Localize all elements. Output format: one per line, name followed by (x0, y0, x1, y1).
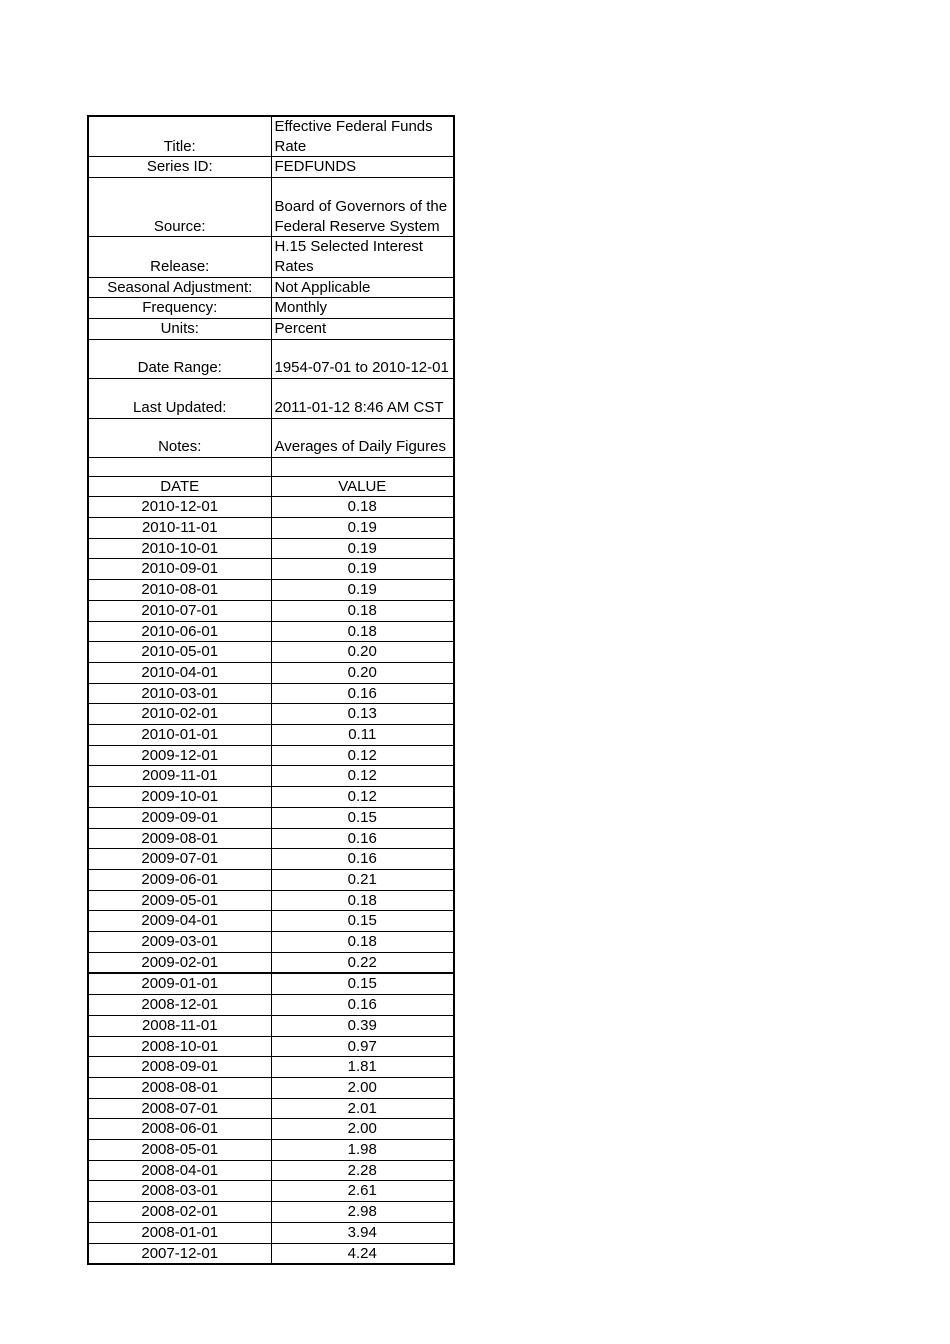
table-row (88, 995, 454, 1016)
table-row (88, 807, 454, 828)
table-row (88, 869, 454, 890)
table-row (88, 642, 454, 663)
date-cell[interactable]: 2009-06-01 (88, 869, 271, 890)
date-column-header[interactable]: DATE (88, 476, 271, 497)
date-cell[interactable]: 2010-10-01 (88, 538, 271, 559)
value-cell[interactable]: 0.15 (271, 911, 454, 932)
spreadsheet-body (88, 116, 454, 1264)
date-cell[interactable]: 2008-04-01 (88, 1160, 271, 1181)
table-row (88, 1098, 454, 1119)
table-row (88, 1057, 454, 1078)
meta-row-release (88, 237, 454, 277)
table-row (88, 787, 454, 808)
value-cell[interactable]: 0.16 (271, 683, 454, 704)
meta-label[interactable]: Release: (88, 237, 271, 277)
meta-value[interactable]: H.15 Selected Interest Rates (271, 237, 454, 277)
meta-label[interactable]: Date Range: (88, 339, 271, 378)
meta-value[interactable]: 1954-07-01 to 2010-12-01 (271, 339, 454, 378)
table-row (88, 580, 454, 601)
date-cell[interactable]: 2010-11-01 (88, 517, 271, 538)
value-cell[interactable]: 0.16 (271, 995, 454, 1016)
table-row (88, 683, 454, 704)
table-row (88, 1077, 454, 1098)
value-cell[interactable]: 0.19 (271, 517, 454, 538)
value-cell[interactable]: 1.81 (271, 1057, 454, 1078)
meta-label[interactable]: Last Updated: (88, 379, 271, 418)
meta-row-series-id (88, 157, 454, 178)
table-row (88, 890, 454, 911)
value-cell[interactable]: 0.11 (271, 725, 454, 746)
date-cell[interactable]: 2010-01-01 (88, 725, 271, 746)
date-cell[interactable]: 2010-09-01 (88, 559, 271, 580)
date-cell[interactable]: 2009-10-01 (88, 787, 271, 808)
table-row (88, 1015, 454, 1036)
date-cell[interactable]: 2010-12-01 (88, 497, 271, 518)
table-header-row (88, 476, 454, 497)
table-row (88, 1140, 454, 1161)
date-cell[interactable]: 2010-05-01 (88, 642, 271, 663)
meta-row-source (88, 178, 454, 237)
date-cell[interactable]: 2010-02-01 (88, 704, 271, 725)
meta-label[interactable]: Source: (88, 178, 271, 237)
table-row (88, 600, 454, 621)
value-cell[interactable]: 4.24 (271, 1243, 454, 1264)
meta-row-units (88, 319, 454, 340)
value-column-header[interactable]: VALUE (271, 476, 454, 497)
date-cell[interactable]: 2010-08-01 (88, 580, 271, 601)
value-cell[interactable]: 2.00 (271, 1077, 454, 1098)
meta-value[interactable]: Board of Governors of the Federal Reserve System (271, 178, 454, 237)
meta-row-title (88, 116, 454, 157)
meta-row-frequency (88, 298, 454, 319)
value-cell[interactable]: 0.19 (271, 559, 454, 580)
meta-value[interactable]: 2011-01-12 8:46 AM CST (271, 379, 454, 418)
table-row (88, 725, 454, 746)
value-cell[interactable]: 0.39 (271, 1015, 454, 1036)
date-cell[interactable]: 2009-08-01 (88, 828, 271, 849)
date-cell[interactable]: 2010-07-01 (88, 600, 271, 621)
date-cell[interactable]: 2008-06-01 (88, 1119, 271, 1140)
value-cell[interactable]: 0.18 (271, 932, 454, 953)
value-cell[interactable]: 0.18 (271, 890, 454, 911)
date-cell[interactable]: 2009-04-01 (88, 911, 271, 932)
value-cell[interactable]: 2.28 (271, 1160, 454, 1181)
date-cell[interactable]: 2008-02-01 (88, 1202, 271, 1223)
table-row (88, 1160, 454, 1181)
date-cell[interactable]: 2009-02-01 (88, 952, 271, 973)
value-cell[interactable]: 0.15 (271, 973, 454, 994)
table-row (88, 662, 454, 683)
value-cell[interactable]: 0.22 (271, 952, 454, 973)
date-cell[interactable]: 2008-07-01 (88, 1098, 271, 1119)
date-cell[interactable]: 2010-03-01 (88, 683, 271, 704)
value-cell[interactable]: 0.12 (271, 766, 454, 787)
meta-label[interactable]: Title: (88, 116, 271, 157)
table-row (88, 559, 454, 580)
meta-label[interactable]: Frequency: (88, 298, 271, 319)
date-cell[interactable]: 2009-11-01 (88, 766, 271, 787)
meta-label[interactable]: Units: (88, 319, 271, 340)
date-cell[interactable]: 2008-08-01 (88, 1077, 271, 1098)
meta-label[interactable]: Notes: (88, 418, 271, 457)
date-cell[interactable]: 2008-01-01 (88, 1222, 271, 1243)
value-cell[interactable]: 0.18 (271, 497, 454, 518)
meta-value[interactable]: Percent (271, 319, 454, 340)
value-cell[interactable]: 2.00 (271, 1119, 454, 1140)
meta-row-seasonal-adjustment (88, 277, 454, 298)
value-cell[interactable]: 3.94 (271, 1222, 454, 1243)
meta-value[interactable]: FEDFUNDS (271, 157, 454, 178)
value-cell[interactable]: 0.13 (271, 704, 454, 725)
value-cell[interactable]: 0.16 (271, 849, 454, 870)
meta-value[interactable]: Averages of Daily Figures (271, 418, 454, 457)
table-row (88, 973, 454, 994)
table-row (88, 745, 454, 766)
value-cell[interactable]: 0.15 (271, 807, 454, 828)
table-row (88, 497, 454, 518)
blank-cell[interactable] (88, 457, 271, 476)
date-cell[interactable]: 2009-03-01 (88, 932, 271, 953)
value-cell[interactable]: 2.01 (271, 1098, 454, 1119)
table-row (88, 1243, 454, 1264)
date-cell[interactable]: 2009-09-01 (88, 807, 271, 828)
value-cell[interactable]: 0.19 (271, 538, 454, 559)
value-cell[interactable]: 1.98 (271, 1140, 454, 1161)
meta-value[interactable]: Not Applicable (271, 277, 454, 298)
table-row (88, 704, 454, 725)
date-cell[interactable]: 2008-03-01 (88, 1181, 271, 1202)
date-cell[interactable]: 2008-09-01 (88, 1057, 271, 1078)
table-row (88, 952, 454, 973)
table-row (88, 1036, 454, 1057)
meta-value[interactable]: Monthly (271, 298, 454, 319)
table-row (88, 911, 454, 932)
blank-row (88, 457, 454, 476)
meta-row-date-range (88, 339, 454, 378)
date-cell[interactable]: 2010-04-01 (88, 662, 271, 683)
date-cell[interactable]: 2009-12-01 (88, 745, 271, 766)
blank-cell[interactable] (271, 457, 454, 476)
value-cell[interactable]: 0.97 (271, 1036, 454, 1057)
date-cell[interactable]: 2007-12-01 (88, 1243, 271, 1264)
table-row (88, 1202, 454, 1223)
table-row (88, 1181, 454, 1202)
date-cell[interactable]: 2008-12-01 (88, 995, 271, 1016)
date-cell[interactable]: 2010-06-01 (88, 621, 271, 642)
value-cell[interactable]: 0.19 (271, 580, 454, 601)
table-row (88, 621, 454, 642)
table-row (88, 932, 454, 953)
table-row (88, 1222, 454, 1243)
value-cell[interactable]: 0.16 (271, 828, 454, 849)
value-cell[interactable]: 0.18 (271, 600, 454, 621)
value-cell[interactable]: 2.98 (271, 1202, 454, 1223)
date-cell[interactable]: 2009-05-01 (88, 890, 271, 911)
table-row (88, 538, 454, 559)
value-cell[interactable]: 0.20 (271, 642, 454, 663)
meta-value[interactable]: Effective Federal Funds Rate (271, 116, 454, 157)
meta-label[interactable]: Series ID: (88, 157, 271, 178)
table-row (88, 766, 454, 787)
meta-row-last-updated (88, 379, 454, 418)
date-cell[interactable]: 2008-11-01 (88, 1015, 271, 1036)
value-cell[interactable]: 0.18 (271, 621, 454, 642)
table-row (88, 849, 454, 870)
date-cell[interactable]: 2009-01-01 (88, 973, 271, 994)
value-cell[interactable]: 0.12 (271, 745, 454, 766)
spreadsheet-table (87, 115, 455, 1265)
value-cell[interactable]: 0.21 (271, 869, 454, 890)
date-cell[interactable]: 2008-10-01 (88, 1036, 271, 1057)
table-row (88, 828, 454, 849)
table-row (88, 1119, 454, 1140)
value-cell[interactable]: 0.20 (271, 662, 454, 683)
meta-row-notes (88, 418, 454, 457)
value-cell[interactable]: 0.12 (271, 787, 454, 808)
meta-label[interactable]: Seasonal Adjustment: (88, 277, 271, 298)
date-cell[interactable]: 2009-07-01 (88, 849, 271, 870)
date-cell[interactable]: 2008-05-01 (88, 1140, 271, 1161)
value-cell[interactable]: 2.61 (271, 1181, 454, 1202)
table-row (88, 517, 454, 538)
